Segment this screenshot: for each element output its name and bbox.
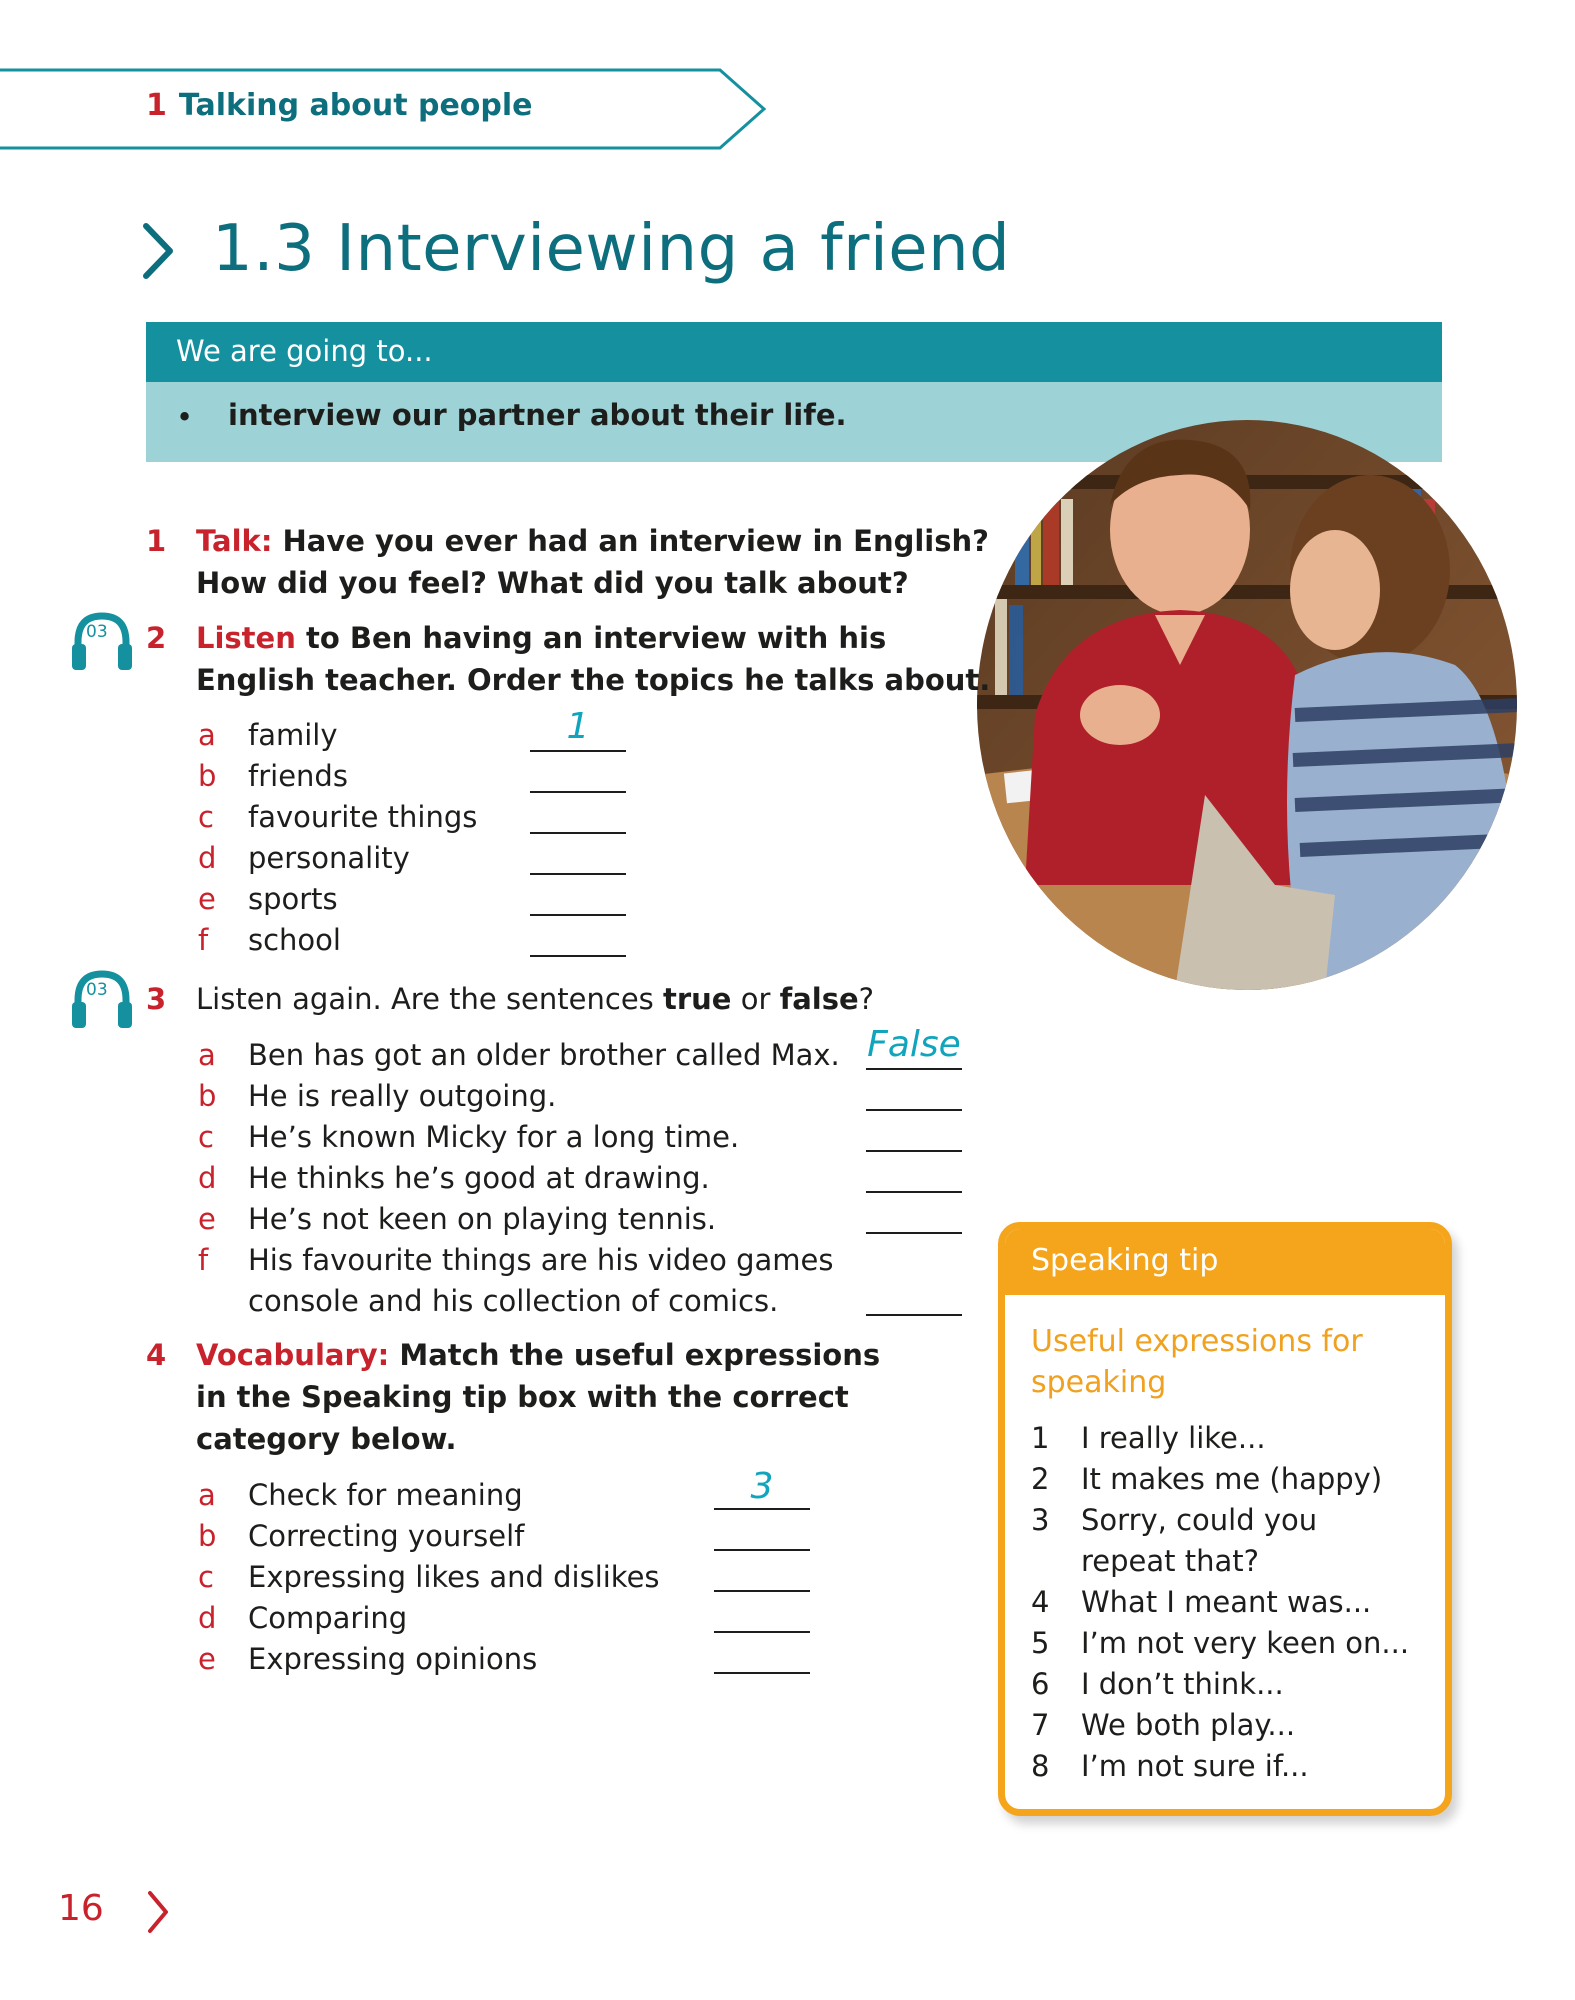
expression-item: Sorry, could you <box>1081 1503 1318 1537</box>
list-item: His favourite things are his video games <box>248 1243 834 1277</box>
item-letter: a <box>198 1038 216 1072</box>
exercise-4-line-2: in the Speaking tip box with the correct <box>196 1380 849 1414</box>
headphones-icon[interactable] <box>70 610 134 674</box>
expression-item: What I meant was... <box>1081 1585 1372 1619</box>
exercise-1-line-2: How did you feel? What did you talk about? <box>196 566 909 600</box>
item-letter: e <box>198 1202 216 1236</box>
exercise-4-line-1: Match the useful expressions <box>389 1338 881 1372</box>
exercise-4-prompt <box>196 1338 880 1372</box>
expression-number: 5 <box>1031 1626 1050 1660</box>
expression-item-continued: repeat that? <box>1081 1544 1260 1578</box>
answer-blank[interactable] <box>714 1672 810 1674</box>
list-item: sports <box>248 882 338 916</box>
headphones-icon[interactable] <box>70 968 134 1032</box>
answer-text: 3 <box>750 1466 774 1507</box>
expression-number: 8 <box>1031 1749 1050 1783</box>
exercise-1-prompt <box>196 524 989 558</box>
chevron-right-icon <box>140 222 176 280</box>
list-item-continued: console and his collection of comics. <box>248 1284 779 1318</box>
list-item: Correcting yourself <box>248 1519 525 1553</box>
item-letter: c <box>198 800 214 834</box>
exercise-2-keyword: Listen <box>196 621 296 655</box>
audio-track-number: 03 <box>86 980 108 1000</box>
item-letter: b <box>198 1519 217 1553</box>
answer-blank[interactable] <box>530 955 626 957</box>
exercise-3-part-3: ? <box>858 982 875 1016</box>
answer-blank[interactable] <box>866 1191 962 1193</box>
expression-item: I’m not sure if... <box>1081 1749 1309 1783</box>
list-item: school <box>248 923 341 957</box>
list-item: favourite things <box>248 800 478 834</box>
exercise-3-part-2: or <box>731 982 780 1016</box>
exercise-4-number: 4 <box>146 1338 167 1372</box>
speaking-tip-header <box>1005 1229 1445 1295</box>
item-letter: f <box>198 923 209 957</box>
list-item: He’s known Micky for a long time. <box>248 1120 740 1154</box>
item-letter: e <box>198 1642 216 1676</box>
exercise-3-part-1: Listen again. Are the sentences <box>196 982 663 1016</box>
item-letter: a <box>198 718 216 752</box>
list-item: Ben has got an older brother called Max. <box>248 1038 840 1072</box>
answer-blank[interactable] <box>866 1232 962 1234</box>
list-item: He thinks he’s good at drawing. <box>248 1161 710 1195</box>
exercise-1-keyword: Talk: <box>196 524 273 558</box>
answer-blank[interactable] <box>530 914 626 916</box>
exercise-1-line-1: Have you ever had an interview in English? <box>272 524 989 558</box>
section-title: 1.3 Interviewing a friend <box>212 212 1011 286</box>
exercise-2-number: 2 <box>146 621 167 655</box>
answer-blank[interactable] <box>866 1314 962 1316</box>
answer-blank[interactable] <box>866 1150 962 1152</box>
item-letter: c <box>198 1560 214 1594</box>
page-number: 16 <box>58 1888 104 1929</box>
expression-number: 4 <box>1031 1585 1050 1619</box>
chevron-right-icon[interactable] <box>146 1890 170 1934</box>
teacher-student-photo <box>975 415 1520 990</box>
exercise-4-keyword: Vocabulary: <box>196 1338 390 1372</box>
answer-text: 1 <box>566 706 590 747</box>
speaking-tip-title: Speaking tip <box>1031 1243 1219 1278</box>
unit-header <box>146 88 533 123</box>
list-item: friends <box>248 759 348 793</box>
expression-number: 3 <box>1031 1503 1050 1537</box>
answer-blank[interactable] <box>530 750 626 752</box>
list-item: family <box>248 718 338 752</box>
answer-blank[interactable] <box>714 1508 810 1510</box>
exercise-2-prompt <box>196 621 886 655</box>
exercise-3-prompt <box>196 982 874 1016</box>
expression-item: I really like... <box>1081 1421 1266 1455</box>
speaking-tip-subtitle: Useful expressions for speaking <box>1031 1324 1363 1400</box>
expression-number: 1 <box>1031 1421 1050 1455</box>
answer-blank[interactable] <box>714 1590 810 1592</box>
exercise-4-line-3: category below. <box>196 1422 457 1456</box>
item-letter: d <box>198 1601 217 1635</box>
goals-heading-bar <box>146 322 1442 382</box>
goal-item: interview our partner about their life. <box>228 398 847 432</box>
exercise-3-false: false <box>779 982 859 1016</box>
item-letter: b <box>198 759 217 793</box>
unit-number: 1 <box>146 88 167 123</box>
answer-blank[interactable] <box>530 873 626 875</box>
expression-number: 7 <box>1031 1708 1050 1742</box>
list-item: personality <box>248 841 410 875</box>
exercise-3-true: true <box>663 982 732 1016</box>
audio-track-number: 03 <box>86 622 108 642</box>
goals-heading: We are going to... <box>176 334 433 368</box>
speaking-tip-box <box>998 1222 1452 1816</box>
bullet-icon: • <box>176 400 194 434</box>
item-letter: f <box>198 1243 209 1277</box>
list-item: Expressing opinions <box>248 1642 538 1676</box>
exercise-3-number: 3 <box>146 982 167 1016</box>
answer-blank[interactable] <box>714 1549 810 1551</box>
answer-blank[interactable] <box>866 1109 962 1111</box>
answer-blank[interactable] <box>530 791 626 793</box>
answer-blank[interactable] <box>530 832 626 834</box>
answer-blank[interactable] <box>866 1068 962 1070</box>
item-letter: e <box>198 882 216 916</box>
expression-number: 2 <box>1031 1462 1050 1496</box>
expression-item: We both play... <box>1081 1708 1296 1742</box>
expression-item: I’m not very keen on... <box>1081 1626 1410 1660</box>
expression-item: I don’t think... <box>1081 1667 1284 1701</box>
list-item: Expressing likes and dislikes <box>248 1560 660 1594</box>
answer-text: False <box>867 1024 961 1065</box>
item-letter: d <box>198 1161 217 1195</box>
unit-title: Talking about people <box>178 88 533 123</box>
exercise-2-line-1: to Ben having an interview with his <box>295 621 887 655</box>
list-item: He is really outgoing. <box>248 1079 557 1113</box>
list-item: He’s not keen on playing tennis. <box>248 1202 717 1236</box>
item-letter: b <box>198 1079 217 1113</box>
item-letter: c <box>198 1120 214 1154</box>
list-item: Comparing <box>248 1601 408 1635</box>
answer-blank[interactable] <box>714 1631 810 1633</box>
expression-number: 6 <box>1031 1667 1050 1701</box>
list-item: Check for meaning <box>248 1478 523 1512</box>
expression-item: It makes me (happy) <box>1081 1462 1383 1496</box>
item-letter: a <box>198 1478 216 1512</box>
exercise-1-number: 1 <box>146 524 167 558</box>
exercise-2-line-2: English teacher. Order the topics he talks about. <box>196 663 991 697</box>
item-letter: d <box>198 841 217 875</box>
